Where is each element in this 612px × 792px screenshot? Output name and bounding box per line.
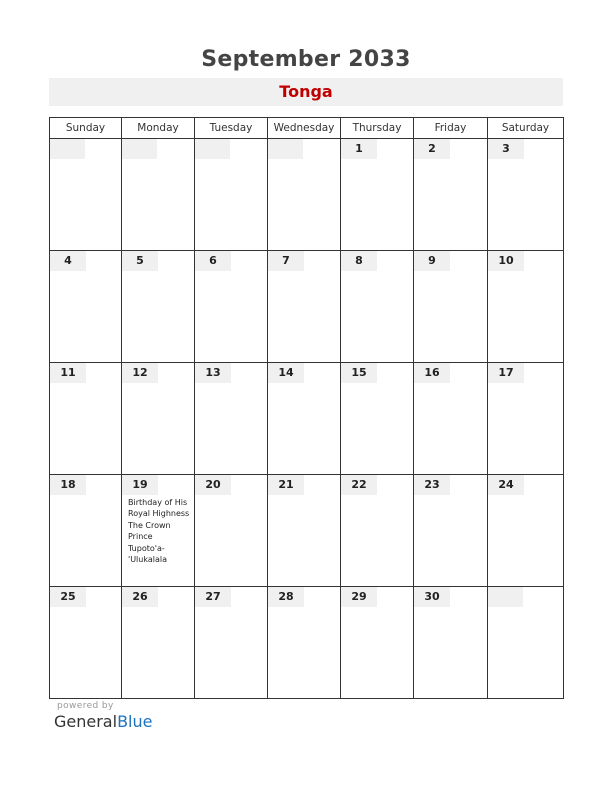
day-cell: [341, 475, 414, 587]
day-number: 17: [488, 363, 524, 383]
brand-logo[interactable]: [54, 712, 152, 731]
day-cell: [195, 363, 268, 475]
day-number: 3: [488, 139, 524, 159]
week-row-2: [50, 251, 564, 363]
day-cell: [122, 475, 195, 587]
day-number: 9: [414, 251, 450, 271]
day-cell: [414, 251, 488, 363]
page-title: September 2033: [201, 47, 411, 72]
day-number: 24: [488, 475, 524, 495]
weekday-sunday: Sunday: [50, 118, 122, 139]
country-name: Tonga: [279, 82, 333, 101]
day-number: [268, 139, 303, 159]
day-number: 4: [50, 251, 86, 271]
day-cell: [488, 587, 564, 699]
day-number: 13: [195, 363, 231, 383]
day-number: 27: [195, 587, 231, 607]
day-cell: [195, 251, 268, 363]
holiday-event: Birthday of His Royal Highness The Crown Prince Tupoto'a-'Ulukalala: [128, 498, 190, 565]
day-cell: [341, 251, 414, 363]
weekday-friday: Friday: [414, 118, 488, 139]
day-cell: [341, 139, 414, 251]
calendar-grid: [49, 117, 564, 699]
day-cell: [414, 139, 488, 251]
day-number: [50, 139, 85, 159]
weekday-wednesday: Wednesday: [268, 118, 341, 139]
day-cell: [488, 363, 564, 475]
day-number: 22: [341, 475, 377, 495]
day-number: [195, 139, 230, 159]
weekday-thursday: Thursday: [341, 118, 414, 139]
day-cell: [488, 251, 564, 363]
weekday-saturday: Saturday: [488, 118, 564, 139]
day-number: 18: [50, 475, 86, 495]
powered-by-label: powered by: [57, 701, 114, 711]
day-cell: [195, 139, 268, 251]
day-number: [488, 587, 523, 607]
day-cell: [50, 139, 122, 251]
day-cell: [122, 139, 195, 251]
day-cell: [268, 363, 341, 475]
day-number: 7: [268, 251, 304, 271]
country-band: [49, 78, 563, 106]
day-number: 28: [268, 587, 304, 607]
day-cell: [488, 139, 564, 251]
day-cell: [50, 251, 122, 363]
day-number: 20: [195, 475, 231, 495]
brand-name-part2: Blue: [117, 712, 153, 731]
day-number: 30: [414, 587, 450, 607]
day-number: 25: [50, 587, 86, 607]
day-cell: [268, 139, 341, 251]
day-cell: [341, 587, 414, 699]
day-number: 1: [341, 139, 377, 159]
day-cell: [268, 587, 341, 699]
day-number: 10: [488, 251, 524, 271]
day-number: 26: [122, 587, 158, 607]
weekday-monday: Monday: [122, 118, 195, 139]
day-cell: [268, 475, 341, 587]
day-number: 19: [122, 475, 158, 495]
day-number: 16: [414, 363, 450, 383]
day-cell: [195, 587, 268, 699]
day-cell: [341, 363, 414, 475]
day-number: 21: [268, 475, 304, 495]
day-number: 12: [122, 363, 158, 383]
day-cell: [50, 475, 122, 587]
day-number: [122, 139, 157, 159]
day-cell: [195, 475, 268, 587]
day-cell: [488, 475, 564, 587]
day-number: 8: [341, 251, 377, 271]
day-cell: [268, 251, 341, 363]
day-cell: [414, 475, 488, 587]
day-cell: [122, 363, 195, 475]
day-number: 11: [50, 363, 86, 383]
day-number: 14: [268, 363, 304, 383]
day-number: 29: [341, 587, 377, 607]
day-number: 15: [341, 363, 377, 383]
week-row-5: [50, 587, 564, 699]
day-number: 23: [414, 475, 450, 495]
day-number: 2: [414, 139, 450, 159]
week-row-4: [50, 475, 564, 587]
week-row-1: [50, 139, 564, 251]
day-cell: [414, 587, 488, 699]
brand-name-part1: General: [54, 712, 118, 731]
day-number: 6: [195, 251, 231, 271]
day-cell: [414, 363, 488, 475]
day-cell: [50, 587, 122, 699]
day-cell: [122, 251, 195, 363]
day-cell: [122, 587, 195, 699]
day-number: 5: [122, 251, 158, 271]
weekday-header-row: [50, 118, 564, 139]
day-cell: [50, 363, 122, 475]
week-row-3: [50, 363, 564, 475]
weekday-tuesday: Tuesday: [195, 118, 268, 139]
